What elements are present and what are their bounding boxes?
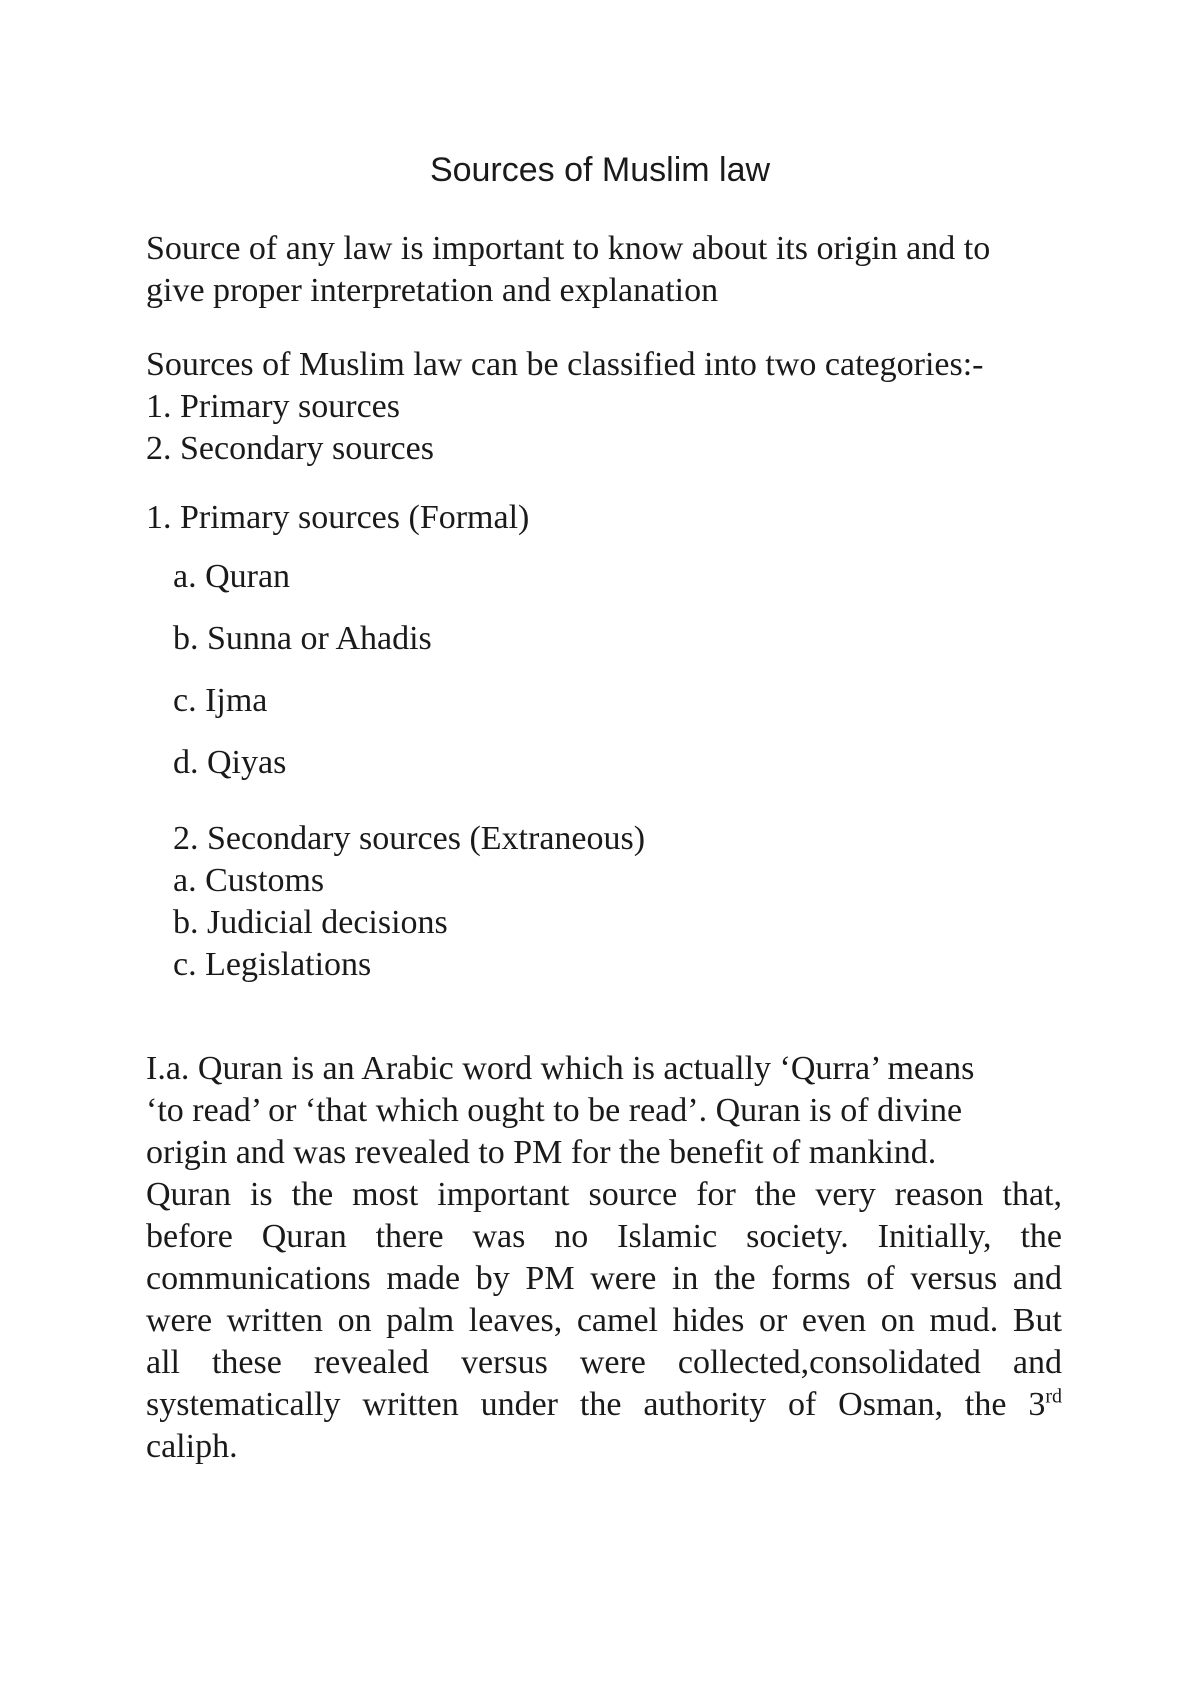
ordinal-superscript: rd <box>1045 1385 1062 1408</box>
paragraph-line: ‘to read’ or ‘that which ought to be read’. Quran is of divine <box>146 1092 963 1129</box>
intro-paragraph <box>146 228 1062 312</box>
list-item: 2. Secondary sources <box>146 430 434 467</box>
paragraph-line: origin and was revealed to PM for the benefit of mankind. <box>146 1134 937 1171</box>
secondary-sources-heading: 2. Secondary sources (Extraneous) <box>173 820 646 857</box>
paragraph-line: were written on palm leaves, camel hides or even on mud. But <box>146 1302 1062 1339</box>
intro-line: Source of any law is important to know about its origin and to <box>146 230 991 267</box>
paragraph-line: Quran is the most important source for the very reason that, <box>146 1176 1062 1213</box>
list-item: a. Customs <box>173 862 325 899</box>
list-item: c. Legislations <box>173 946 372 983</box>
list-item: b. Sunna or Ahadis <box>173 620 432 657</box>
paragraph-text: systematically written under the authority of Osman, the 3 <box>146 1386 1046 1423</box>
classification-section <box>146 344 1062 470</box>
page-title: Sources of Muslim law <box>429 151 771 189</box>
classification-heading: Sources of Muslim law can be classified into two categories:- <box>146 346 984 383</box>
quran-paragraph <box>146 1048 1062 1468</box>
list-item: b. Judicial decisions <box>173 904 448 941</box>
primary-sources-heading: 1. Primary sources (Formal) <box>146 499 530 536</box>
paragraph-line: communications made by PM were in the forms of versus and <box>146 1260 1062 1297</box>
paragraph-line: I.a. Quran is an Arabic word which is actually ‘Qurra’ means <box>146 1050 975 1087</box>
primary-list <box>146 556 1089 784</box>
intro-line: give proper interpretation and explanation <box>146 272 719 309</box>
paragraph-line: caliph. <box>146 1428 238 1465</box>
list-item: 1. Primary sources <box>146 388 401 425</box>
secondary-sources-section <box>146 818 1089 986</box>
list-item: a. Quran <box>173 558 291 595</box>
list-item: d. Qiyas <box>173 744 287 781</box>
paragraph-line: all these revealed versus were collected,consolidated and <box>146 1344 1062 1381</box>
paragraph-line <box>146 1384 1062 1426</box>
list-item: c. Ijma <box>173 682 268 719</box>
primary-sources-section <box>146 497 1062 539</box>
paragraph-line: before Quran there was no Islamic society. Initially, the <box>146 1218 1062 1255</box>
